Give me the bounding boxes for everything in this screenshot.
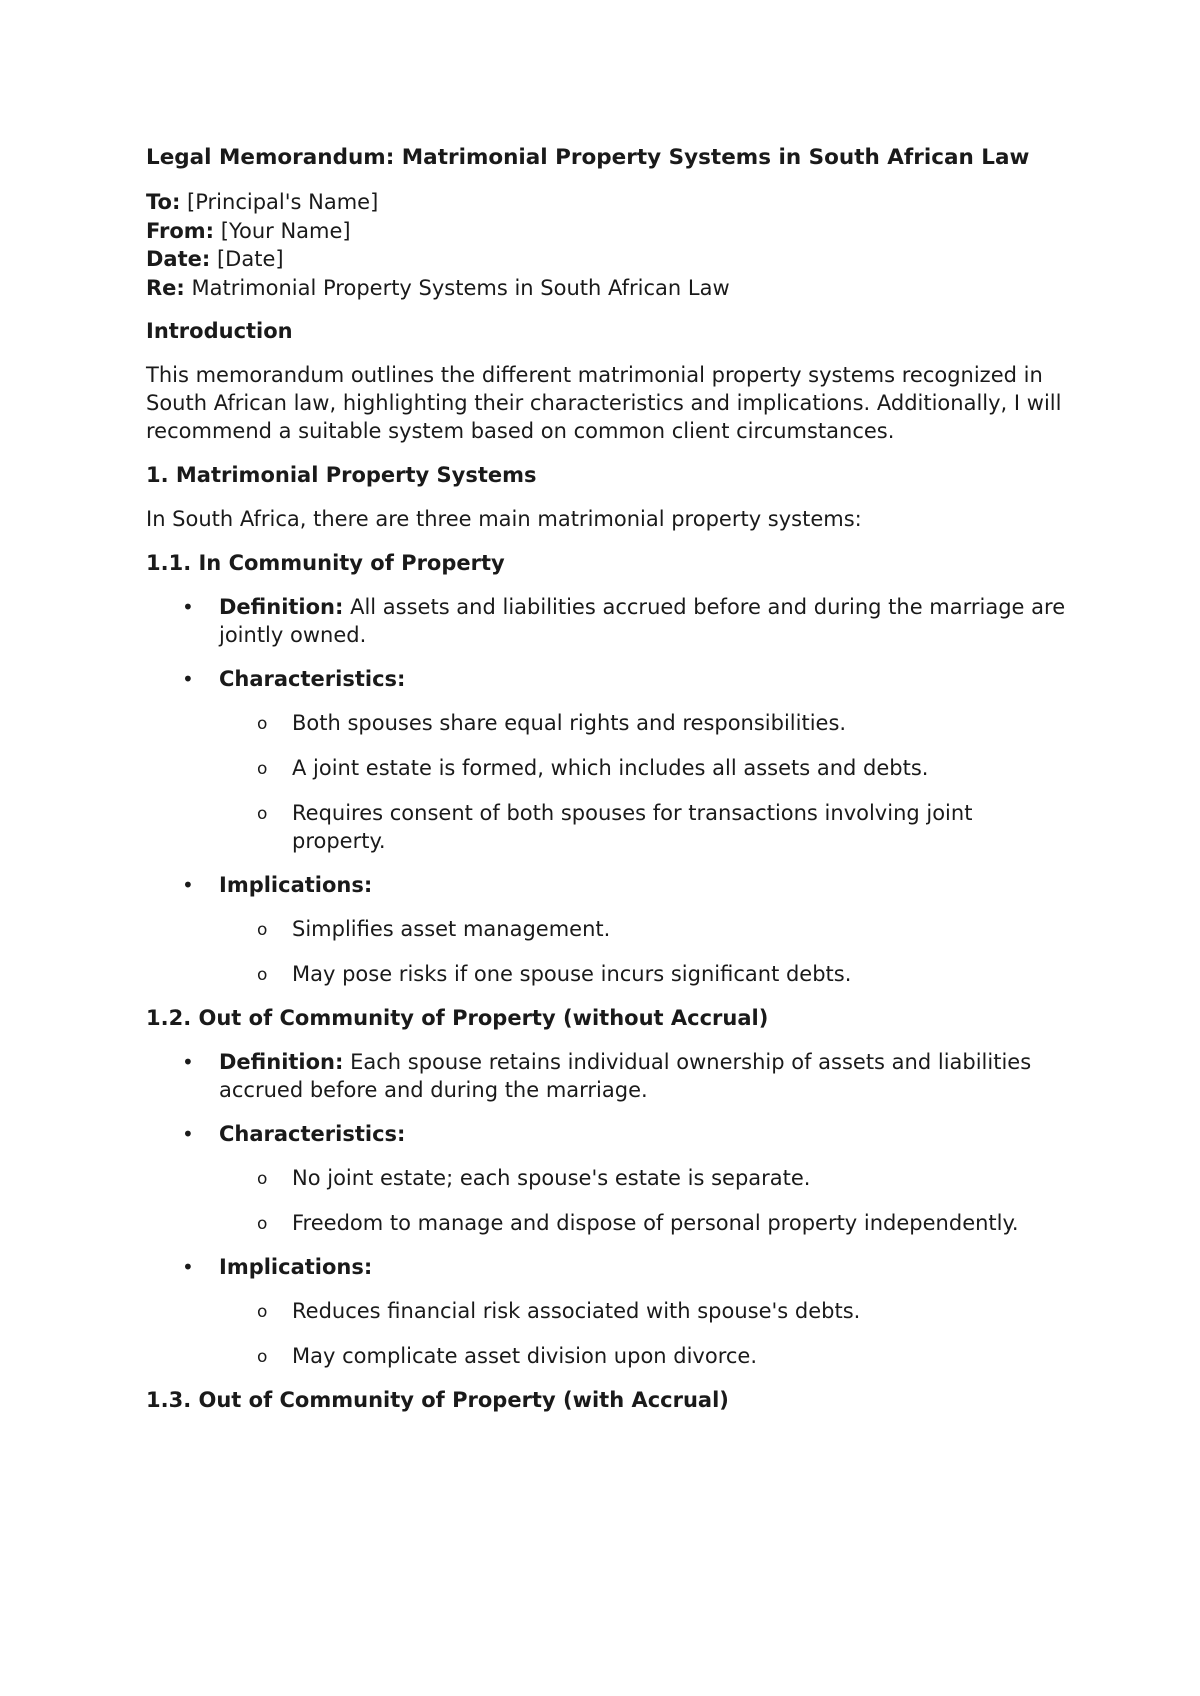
sub-list-item: [219, 1209, 1066, 1237]
sub-list-item: [219, 1297, 1066, 1325]
list-item: [146, 871, 1066, 988]
characteristics-list: [219, 709, 1066, 855]
circle-bullet-icon: o: [257, 1302, 268, 1322]
list-item: [146, 593, 1066, 649]
sub-list-item: [219, 1342, 1066, 1370]
section-1-intro: In South Africa, there are three main matrimonial property systems:: [146, 507, 862, 531]
section-1-1-list: [146, 593, 1066, 988]
section-1-1-heading: 1.1. In Community of Property: [146, 551, 505, 575]
to-line: [146, 188, 1066, 217]
sub-list-item: [219, 1164, 1066, 1192]
implications-list: [219, 915, 1066, 988]
introduction-heading: Introduction: [146, 319, 293, 343]
re-value: Matrimonial Property Systems in South African Law: [184, 275, 730, 300]
characteristics-label: Characteristics:: [219, 667, 406, 691]
bullet-icon: •: [182, 1122, 194, 1146]
date-label: Date:: [146, 247, 211, 271]
section-1-2-heading: 1.2. Out of Community of Property (without Accrual): [146, 1006, 769, 1030]
list-item: [146, 1048, 1066, 1104]
characteristics-label: Characteristics:: [219, 1122, 406, 1146]
implications-label: Implications:: [219, 873, 373, 897]
sub-item-text: Reduces financial risk associated with spouse's debts.: [292, 1299, 861, 1323]
section-1-heading: 1. Matrimonial Property Systems: [146, 463, 537, 487]
circle-bullet-icon: o: [257, 965, 268, 985]
sub-item-text: Simplifies asset management.: [292, 917, 611, 941]
sub-list-item: [219, 799, 1066, 855]
sub-item-text: A joint estate is formed, which includes all assets and debts.: [292, 756, 929, 780]
to-label: To:: [146, 190, 181, 214]
section-1-3-heading: 1.3. Out of Community of Property (with Accrual): [146, 1388, 729, 1412]
to-value: [Principal's Name]: [180, 190, 379, 214]
sub-item-text: No joint estate; each spouse's estate is separate.: [292, 1166, 811, 1190]
definition-text: All assets and liabilities accrued before and during the marriage are jointly owned.: [219, 595, 1066, 647]
bullet-icon: •: [182, 1255, 194, 1279]
bullet-icon: •: [182, 595, 194, 619]
implications-label: Implications:: [219, 1255, 373, 1279]
sub-item-text: May pose risks if one spouse incurs significant debts.: [292, 962, 852, 986]
sub-item-text: Both spouses share equal rights and responsibilities.: [292, 711, 847, 735]
memo-page: [146, 144, 1066, 1430]
circle-bullet-icon: o: [257, 1214, 268, 1234]
circle-bullet-icon: o: [257, 1169, 268, 1189]
from-label: From:: [146, 218, 215, 243]
list-item: [146, 1120, 1066, 1237]
circle-bullet-icon: o: [257, 714, 268, 734]
sub-list-item: [219, 915, 1066, 943]
sub-item-text: Freedom to manage and dispose of personal property independently.: [292, 1211, 1019, 1235]
definition-text: Each spouse retains individual ownership of assets and liabilities accrued before and during the marriage.: [219, 1050, 1032, 1102]
re-label: Re:: [146, 275, 185, 300]
circle-bullet-icon: o: [257, 920, 268, 940]
bullet-icon: •: [182, 873, 194, 897]
definition-label: Definition:: [219, 1050, 344, 1074]
re-line: [146, 274, 1066, 303]
characteristics-list: [219, 1164, 1066, 1237]
date-value: [Date]: [210, 247, 284, 271]
bullet-icon: •: [182, 1050, 194, 1074]
sub-item-text: Requires consent of both spouses for transactions involving joint property.: [292, 801, 973, 853]
sub-list-item: [219, 709, 1066, 737]
circle-bullet-icon: o: [257, 1347, 268, 1367]
from-value: [Your Name]: [214, 218, 351, 243]
memo-header: [146, 188, 1066, 302]
list-item: [146, 665, 1066, 855]
sub-list-item: [219, 960, 1066, 988]
sub-item-text: May complicate asset division upon divorce.: [292, 1344, 758, 1368]
circle-bullet-icon: o: [257, 759, 268, 779]
list-item: [146, 1253, 1066, 1370]
from-line: [146, 217, 1066, 246]
sub-list-item: [219, 754, 1066, 782]
introduction-text: This memorandum outlines the different matrimonial property systems recognized in South African law, highlighting their characteristics and implications. Additionally, I will recommend a suitable system based on common client circumstances.: [146, 363, 1062, 443]
memo-title: Legal Memorandum: Matrimonial Property Systems in South African Law: [146, 145, 1030, 170]
circle-bullet-icon: o: [257, 804, 268, 824]
implications-list: [219, 1297, 1066, 1370]
bullet-icon: •: [182, 667, 194, 691]
section-1-2-list: [146, 1048, 1066, 1370]
definition-label: Definition:: [219, 595, 344, 619]
date-line: [146, 245, 1066, 274]
